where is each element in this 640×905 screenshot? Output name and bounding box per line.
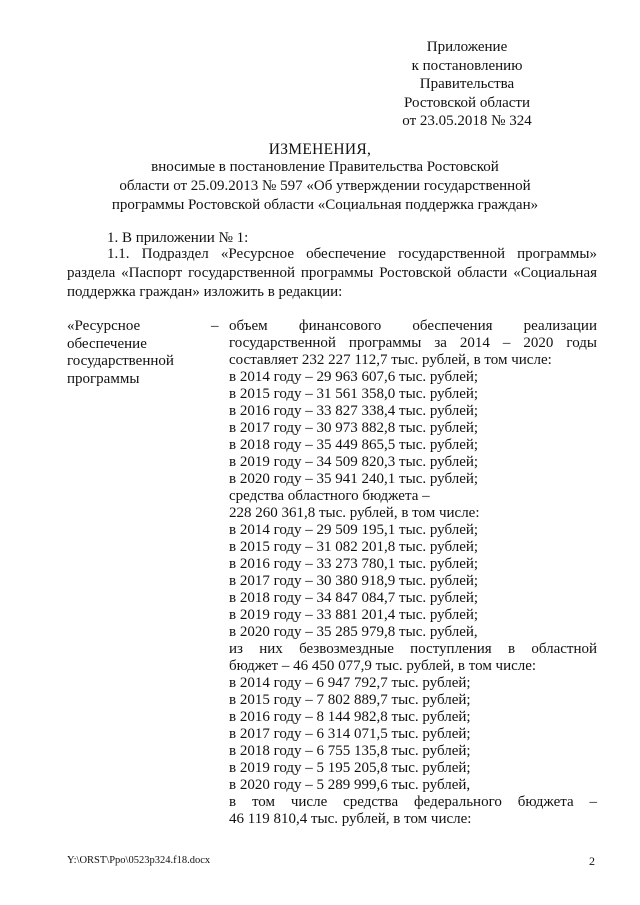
paragraph-line: 1.1. Подраздел «Ресурсное обеспечение государственной программы» xyxy=(107,246,597,262)
funding-line: в 2018 году – 6 755 135,8 тыс. рублей; xyxy=(229,743,471,759)
funding-line: в 2020 году – 5 289 999,6 тыс. рублей, xyxy=(229,777,471,793)
funding-line: в 2015 году – 31 561 358,0 тыс. рублей; xyxy=(229,386,479,402)
resource-section-label xyxy=(67,318,187,389)
funding-line: в 2019 году – 5 195 205,8 тыс. рублей; xyxy=(229,760,471,776)
document-subtitle xyxy=(95,158,555,215)
appendix-line: от 23.05.2018 № 324 xyxy=(402,113,532,129)
funding-line: в 2017 году – 30 380 918,9 тыс. рублей; xyxy=(229,573,479,589)
page-number: 2 xyxy=(589,854,595,868)
funding-line: в 2014 году – 29 963 607,6 тыс. рублей; xyxy=(229,369,479,385)
label-line: «Ресурсное xyxy=(67,318,141,334)
appendix-header xyxy=(367,38,567,131)
document-title: ИЗМЕНЕНИЯ, xyxy=(268,141,372,158)
funding-line: объем финансового обеспечения реализации xyxy=(229,318,597,334)
funding-line: в 2019 году – 34 509 820,3 тыс. рублей; xyxy=(229,454,479,470)
funding-line: в том числе средства федерального бюджета – xyxy=(229,794,597,810)
funding-line: в 2016 году – 33 273 780,1 тыс. рублей; xyxy=(229,556,479,572)
funding-line: 228 260 361,8 тыс. рублей, в том числе: xyxy=(229,505,480,521)
funding-details xyxy=(229,318,597,828)
funding-line: государственной программы за 2014 – 2020 годы xyxy=(229,335,597,351)
appendix-line: Ростовской области xyxy=(404,94,530,111)
paragraph-1: 1. В приложении № 1: xyxy=(107,230,249,246)
paragraph-line: поддержка граждан» изложить в редакции: xyxy=(67,284,343,300)
funding-line: из них безвозмездные поступления в областной xyxy=(229,641,597,657)
funding-line: средства областного бюджета – xyxy=(229,488,430,504)
funding-line: составляет 232 227 112,7 тыс. рублей, в том числе: xyxy=(229,352,552,368)
funding-line: в 2014 году – 29 509 195,1 тыс. рублей; xyxy=(229,522,479,538)
label-line: государственной xyxy=(67,353,174,370)
separator-dash: – xyxy=(211,318,219,334)
funding-line: в 2018 году – 35 449 865,5 тыс. рублей; xyxy=(229,437,479,453)
label-line: программы xyxy=(67,371,140,388)
funding-line: бюджет – 46 450 077,9 тыс. рублей, в том числе: xyxy=(229,658,537,674)
appendix-line: к постановлению xyxy=(411,57,523,74)
subtitle-line: области от 25.09.2013 № 597 «Об утверждении государственной xyxy=(119,178,531,194)
funding-line: 46 119 810,4 тыс. рублей, в том числе: xyxy=(229,811,472,827)
funding-line: в 2020 году – 35 941 240,1 тыс. рублей; xyxy=(229,471,479,487)
label-line: обеспечение xyxy=(67,335,147,352)
funding-line: в 2020 году – 35 285 979,8 тыс. рублей, xyxy=(229,624,478,640)
funding-line: в 2016 году – 33 827 338,4 тыс. рублей; xyxy=(229,403,479,419)
funding-line: в 2015 году – 31 082 201,8 тыс. рублей; xyxy=(229,539,479,555)
funding-line: в 2018 году – 34 847 084,7 тыс. рублей; xyxy=(229,590,479,606)
funding-line: в 2015 году – 7 802 889,7 тыс. рублей; xyxy=(229,692,471,708)
funding-line: в 2019 году – 33 881 201,4 тыс. рублей; xyxy=(229,607,479,623)
appendix-line: Правительства xyxy=(419,76,515,92)
appendix-line: Приложение xyxy=(426,39,508,55)
funding-line: в 2017 году – 6 314 071,5 тыс. рублей; xyxy=(229,726,471,742)
funding-line: в 2016 году – 8 144 982,8 тыс. рублей; xyxy=(229,709,471,725)
paragraph-line: раздела «Паспорт государственной программы Ростовской области «Социальная xyxy=(67,265,597,281)
file-path-footer: Y:\ORST\Ppo\0523p324.f18.docx xyxy=(67,855,211,866)
subtitle-line: вносимые в постановление Правительства Ростовской xyxy=(151,159,499,175)
paragraph-1-1 xyxy=(67,245,597,302)
subtitle-line: программы Ростовской области «Социальная поддержка граждан» xyxy=(111,197,539,213)
funding-line: в 2017 году – 30 973 882,8 тыс. рублей; xyxy=(229,420,479,436)
funding-line: в 2014 году – 6 947 792,7 тыс. рублей; xyxy=(229,675,471,691)
